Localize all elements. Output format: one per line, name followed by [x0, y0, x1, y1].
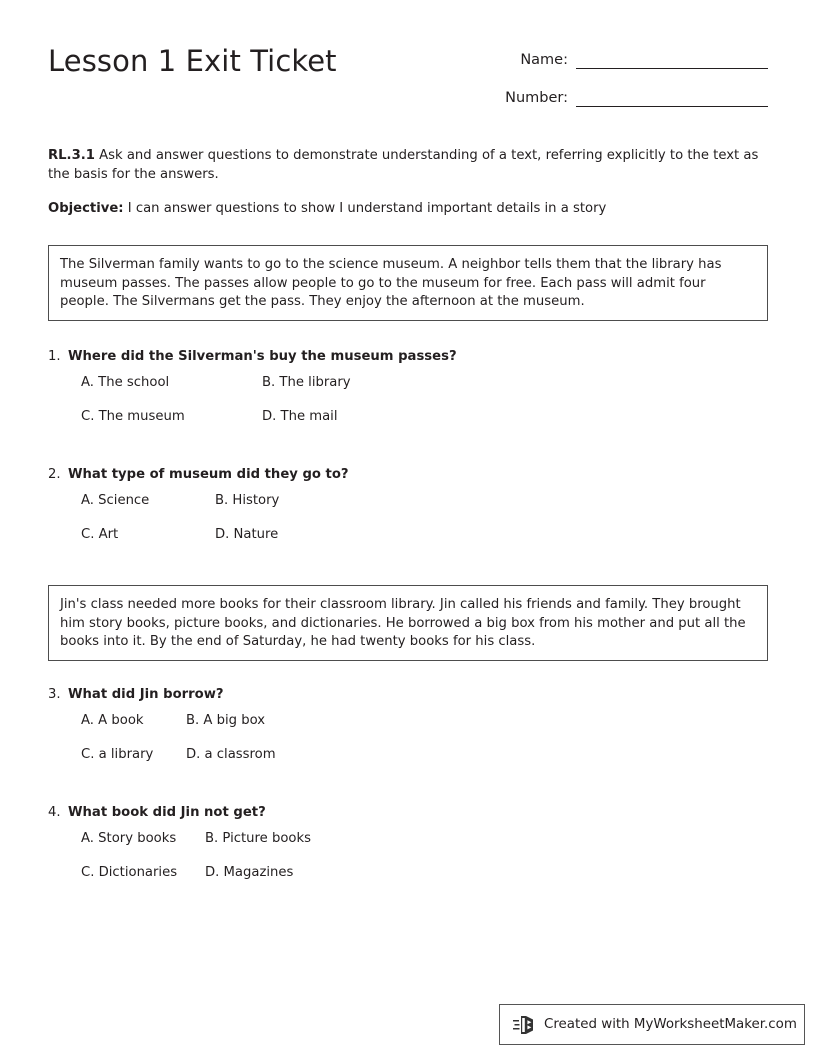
- choice-row: [81, 712, 768, 729]
- objective-label: Objective:: [48, 201, 124, 216]
- name-field-row: [478, 51, 768, 69]
- question-3-choice-b[interactable]: B. A big box: [186, 713, 266, 728]
- passage-box-1: The Silverman family wants to go to the science museum. A neighbor tells them that the library has museum passes. The passes allow people to go to the museum for free. Each pass will admit four people. The Silvermans get the pass. They enjoy the afternoon at the museum.: [48, 245, 768, 321]
- question-4-prompt: What book did Jin not get?: [68, 805, 266, 820]
- myworksheetmaker-logo-icon: [513, 1014, 537, 1036]
- objective-line: [48, 200, 764, 219]
- question-1-choice-c[interactable]: C. The museum: [81, 409, 185, 424]
- question-3-number: 3.: [48, 687, 61, 702]
- question-2: [48, 466, 768, 543]
- question-4-choice-b[interactable]: B. Picture books: [205, 831, 311, 846]
- question-2-choices: [81, 492, 768, 543]
- choice-row: [81, 374, 768, 391]
- question-1-number: 1.: [48, 349, 61, 364]
- standard-line: [48, 147, 764, 184]
- choice-row: [81, 830, 768, 847]
- question-1-choice-d[interactable]: D. The mail: [262, 409, 338, 424]
- question-3-heading: [48, 686, 768, 703]
- question-4: [48, 804, 768, 881]
- question-1-prompt: Where did the Silverman's buy the museum passes?: [68, 349, 457, 364]
- question-3-choice-c[interactable]: C. a library: [81, 747, 154, 762]
- question-1-choice-b[interactable]: B. The library: [262, 375, 351, 390]
- question-1-choices: [81, 374, 768, 425]
- question-1-choice-a[interactable]: A. The school: [81, 375, 170, 390]
- choice-row: [81, 746, 768, 763]
- passage-box-2: Jin's class needed more books for their classroom library. Jin called his friends and family. They brought him story books, picture books, and dictionaries. He borrowed a big box from his mother and put all the books into it. By the end of Saturday, he had twenty books for his class.: [48, 585, 768, 661]
- question-2-heading: [48, 466, 768, 483]
- question-3-choices: [81, 712, 768, 763]
- number-field-row: [478, 89, 768, 107]
- question-3-choice-a[interactable]: A. A book: [81, 713, 144, 728]
- number-field-label: Number:: [505, 90, 568, 106]
- question-2-prompt: What type of museum did they go to?: [68, 467, 349, 482]
- choice-row: [81, 526, 768, 543]
- question-2-choice-d[interactable]: D. Nature: [215, 527, 279, 542]
- objective-text: I can answer questions to show I understand important details in a story: [123, 201, 607, 216]
- worksheet-header: [48, 44, 768, 124]
- question-3: [48, 686, 768, 763]
- question-4-choice-a[interactable]: A. Story books: [81, 831, 177, 846]
- question-4-number: 4.: [48, 805, 61, 820]
- question-4-choice-d[interactable]: D. Magazines: [205, 865, 294, 880]
- footer-credit-text: Created with MyWorksheetMaker.com: [544, 1017, 797, 1032]
- question-2-choice-a[interactable]: A. Science: [81, 493, 150, 508]
- choice-row: [81, 408, 768, 425]
- question-4-choices: [81, 830, 768, 881]
- choice-row: [81, 492, 768, 509]
- number-input-line[interactable]: [576, 89, 768, 107]
- standard-text: Ask and answer questions to demonstrate understanding of a text, referring explicitly to the text as the basis for the answers.: [48, 148, 759, 182]
- question-2-number: 2.: [48, 467, 61, 482]
- page-title: Lesson 1 Exit Ticket: [48, 44, 337, 78]
- question-4-heading: [48, 804, 768, 821]
- question-4-choice-c[interactable]: C. Dictionaries: [81, 865, 178, 880]
- footer-credit-badge[interactable]: [499, 1004, 805, 1045]
- question-3-prompt: What did Jin borrow?: [68, 687, 224, 702]
- question-2-choice-c[interactable]: C. Art: [81, 527, 119, 542]
- question-1: [48, 348, 768, 425]
- question-1-heading: [48, 348, 768, 365]
- standard-code: RL.3.1: [48, 148, 95, 163]
- choice-row: [81, 864, 768, 881]
- question-2-choice-b[interactable]: B. History: [215, 493, 280, 508]
- question-3-choice-d[interactable]: D. a classrom: [186, 747, 276, 762]
- name-field-label: Name:: [520, 52, 568, 68]
- name-input-line[interactable]: [576, 51, 768, 69]
